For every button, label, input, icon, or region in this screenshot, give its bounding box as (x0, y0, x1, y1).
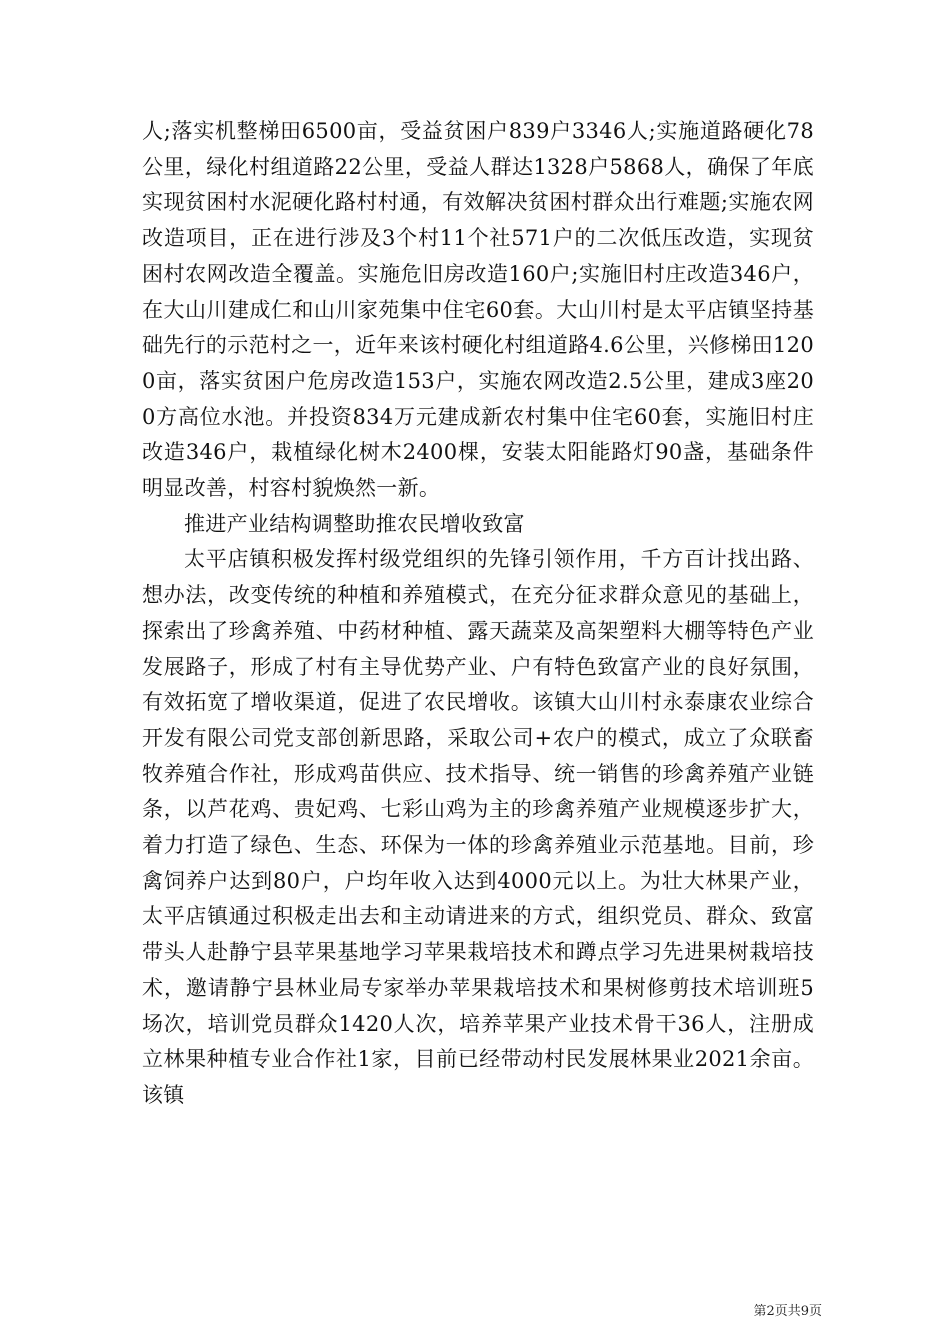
body-paragraph-continued: 人;落实机整梯田6500亩，受益贫困户839户3346人;实施道路硬化78公里，绿化村组道路22公里，受益人群达1328户5868人，确保了年底实现贫困村水泥硬化路村村通，有效解决贫困村群众出行难题;实施农网改造项目，正在进行涉及3个村11个社571户的二次低压改造，实现贫困村农网改造全覆盖。实施危旧房改造160户;实施旧村庄改造346户，在大山川建成仁和山川家苑集中住宅60套。大山川村是太平店镇坚持基础先行的示范村之一，近年来该村硬化村组道路4.6公里，兴修梯田1200亩，落实贫困户危房改造153户，实施农网改造2.5公里，建成3座200方高位水池。并投资834万元建成新农村集中住宅60套，实施旧村庄改造346户，栽植绿化树木2400棵，安装太阳能路灯90盏，基础条件明显改善，村容村貌焕然一新。 (142, 119, 814, 501)
document-body (142, 114, 814, 1114)
page-number-footer: 第2页共9页 (753, 1304, 822, 1319)
section-heading: 推进产业结构调整助推农民增收致富 (184, 511, 525, 536)
body-paragraph-industry: 太平店镇积极发挥村级党组织的先锋引领作用，千方百计找出路、想办法，改变传统的种植和养殖模式，在充分征求群众意见的基础上，探索出了珍禽养殖、中药材种植、露天蔬菜及高架塑料大棚等特色产业发展路子，形成了村有主导优势产业、户有特色致富产业的良好氛围，有效拓宽了增收渠道，促进了农民增收。该镇大山川村永泰康农业综合开发有限公司党支部创新思路，采取公司+农户的模式，成立了众联畜牧养殖合作社，形成鸡苗供应、技术指导、统一销售的珍禽养殖产业链条，以芦花鸡、贵妃鸡、七彩山鸡为主的珍禽养殖产业规模逐步扩大，着力打造了绿色、生态、环保为一体的珍禽养殖业示范基地。目前，珍禽饲养户达到80户，户均年收入达到4000元以上。为壮大林果产业，太平店镇通过积极走出去和主动请进来的方式，组织党员、群众、致富带头人赴静宁县苹果基地学习苹果栽培技术和蹲点学习先进果树栽培技术，邀请静宁县林业局专家举办苹果栽培技术和果树修剪技术培训班5场次，培训党员群众1420人次，培养苹果产业技术骨干36人，注册成立林果种植专业合作社1家，目前已经带动村民发展林果业2021余亩。该镇 (142, 547, 814, 1107)
